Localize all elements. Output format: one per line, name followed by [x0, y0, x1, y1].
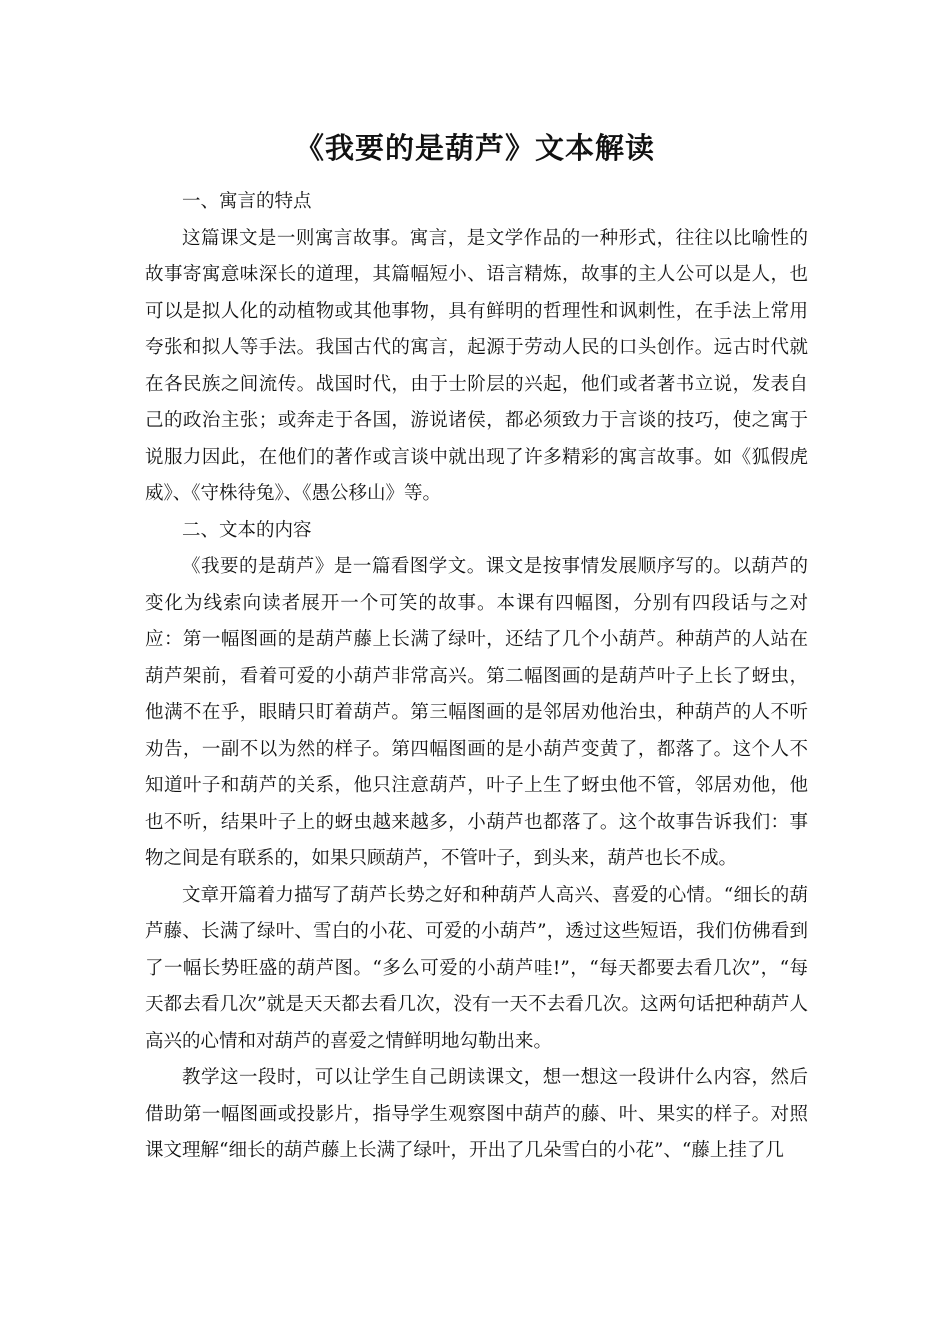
document-title: 《我要的是葫芦》文本解读 — [294, 131, 655, 165]
paragraph-fable-definition: 这篇课文是一则寓言故事。寓言，是文学作品的一种形式，往往以比喻性的故事寄寓意味深长的道理，其篇幅短小、语言精炼，故事的主人公可以是人，也可以是拟人化的动植物或其他事物，具有鲜明的哲理性和讽刺性，在手法上常用夸张和拟人等手法。我国古代的寓言，起源于劳动人民的口头创作。远古时代就在各民族之间流传。战国时代，由于士阶层的兴起，他们或者著书立说，发表自己的政治主张；或奔走于各国，游说诸侯，都必须致力于言谈的技巧，使之寓于说服力因此，在他们的著作或言谈中就出现了许多精彩的寓言故事。如《狐假虎威》、《守株待兔》、《愚公移山》等。 — [145, 227, 808, 504]
paragraph-teaching-guidance: 教学这一段时，可以让学生自己朗读课文，想一想这一段讲什么内容，然后借助第一幅图画或投影片，指导学生观察图中葫芦的藤、叶、果实的样子。对照课文理解“细长的葫芦藤上长满了绿叶，开出了几朵雪白的小花”、“藤上挂了几 — [145, 1067, 808, 1161]
section-heading-content: 二、文本的内容 — [182, 519, 312, 541]
paragraph-opening-analysis: 文章开篇着力描写了葫芦长势之好和种葫芦人高兴、喜爱的心情。“细长的葫芦藤、长满了绿叶、雪白的小花、可爱的小葫芦”，透过这些短语，我们仿佛看到了一幅长势旺盛的葫芦图。“多么可爱的小葫芦哇!”，“每天都要去看几次”，“每天都去看几次”就是天天都去看几次，没有一天不去看几次。这两句话把种葫芦人高兴的心情和对葫芦的喜爱之情鲜明地勾勒出来。 — [145, 884, 808, 1052]
section-heading-features: 一、寓言的特点 — [182, 191, 312, 212]
document-body — [145, 184, 808, 1170]
paragraph-story-summary: 《我要的是葫芦》是一篇看图学文。课文是按事情发展顺序写的。以葫芦的变化为线索向读者展开一个可笑的故事。本课有四幅图，分别有四段话与之对应：第一幅图画的是葫芦藤上长满了绿叶，还结了几个小葫芦。种葫芦的人站在葫芦架前，看着可爱的小葫芦非常高兴。第二幅图画的是葫芦叶子上长了蚜虫，他满不在乎，眼睛只盯着葫芦。第三幅图画的是邻居劝他治虫，种葫芦的人不听劝告，一副不以为然的样子。第四幅图画的是小葫芦变黄了，都落了。这个人不知道叶子和葫芦的关系，他只注意葫芦，叶子上生了蚜虫他不管，邻居劝他，他也不听，结果叶子上的蚜虫越来越多，小葫芦也都落了。这个故事告诉我们：事物之间是有联系的，如果只顾葫芦，不管叶子，到头来，葫芦也长不成。 — [145, 556, 808, 869]
